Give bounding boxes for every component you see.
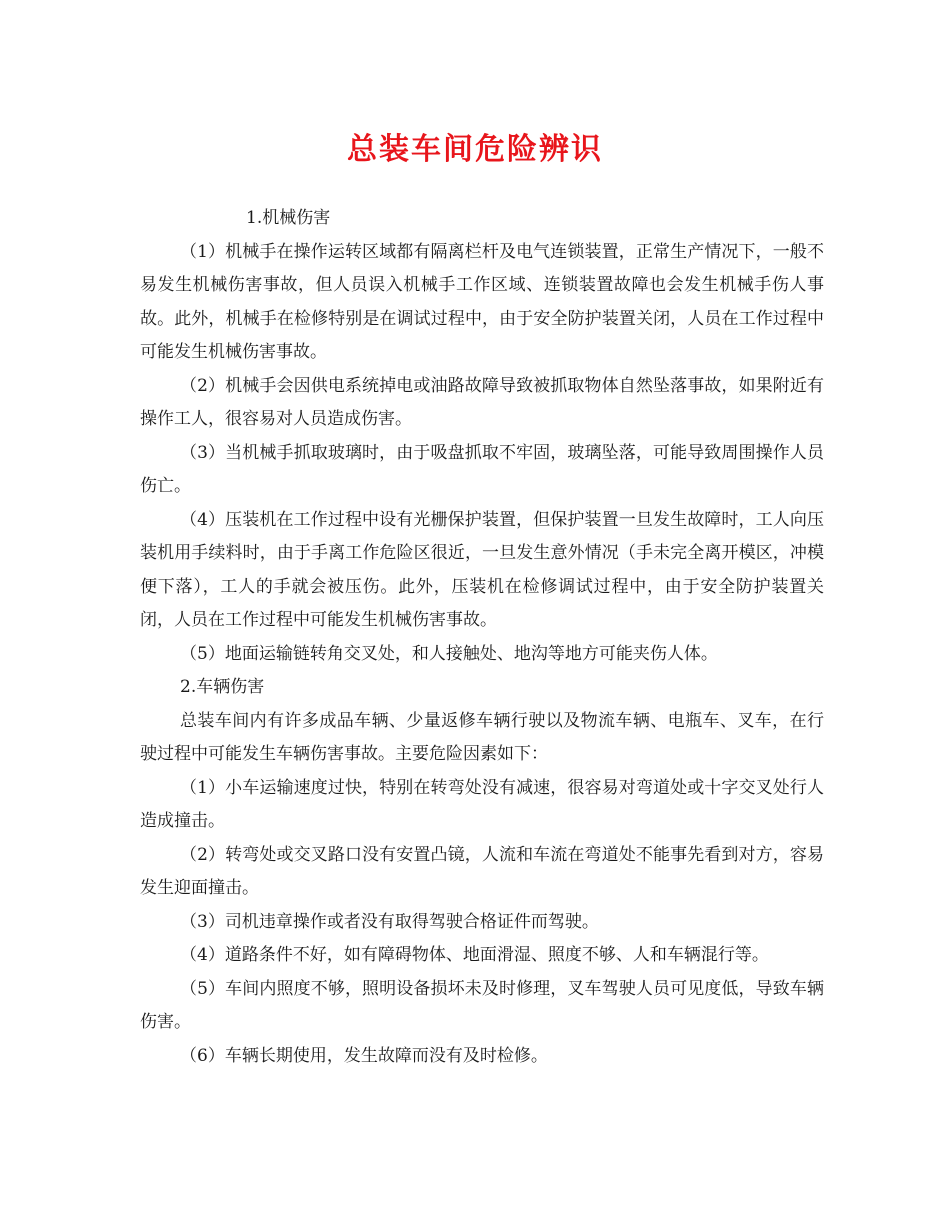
section-heading-mechanical-injury: 1.机械伤害 bbox=[246, 208, 331, 228]
paragraph: （6）车辆长期使用，发生故障而没有及时检修。 bbox=[180, 1045, 548, 1066]
section-heading-vehicle-injury: 2.车辆伤害 bbox=[180, 677, 265, 697]
paragraph: （2）机械手会因供电系统掉电或油路故障导致被抓取物体自然坠落事故，如果附近有操作工人，很容易对人员造成伤害。 bbox=[140, 375, 824, 429]
paragraph: （1）机械手在操作运转区域都有隔离栏杆及电气连锁装置，正常生产情况下，一般不易发生机械伤害事故，但人员误入机械手工作区域、连锁装置故障也会发生机械手伤人事故。此外，机械手在检修特别是在调试过程中，由于安全防护装置关闭，人员在工作过程中可能发生机械伤害事故。 bbox=[140, 241, 824, 362]
paragraph: 总装车间内有许多成品车辆、少量返修车辆行驶以及物流车辆、电瓶车、叉车，在行驶过程中可能发生车辆伤害事故。主要危险因素如下： bbox=[140, 710, 824, 764]
paragraph: （4）道路条件不好，如有障碍物体、地面滑湿、照度不够、人和车辆混行等。 bbox=[180, 945, 769, 965]
paragraph: （1）小车运输速度过快，特别在转弯处没有减速，很容易对弯道处或十字交叉处行人造成撞击。 bbox=[140, 777, 824, 831]
paragraph: （4）压装机在工作过程中设有光栅保护装置，但保护装置一旦发生故障时，工人向压装机用手续料时，由于手离工作危险区很近，一旦发生意外情况（手未完全离开模区，冲模便下落），工人的手就会被压伤。此外，压装机在检修调试过程中，由于安全防护装置关闭，人员在工作过程中可能发生机械伤害事故。 bbox=[140, 509, 824, 630]
paragraph: （5）地面运输链转角交叉处，和人接触处、地沟等地方可能夹伤人体。 bbox=[180, 643, 718, 664]
document-title: 总装车间危险辨识 bbox=[347, 132, 603, 167]
paragraph: （5）车间内照度不够，照明设备损坏未及时修理，叉车驾驶人员可见度低，导致车辆伤害。 bbox=[140, 978, 824, 1032]
paragraph: （2）转弯处或交叉路口没有安置凸镜，人流和车流在弯道处不能事先看到对方，容易发生迎面撞击。 bbox=[140, 844, 824, 898]
paragraph: （3）当机械手抓取玻璃时，由于吸盘抓取不牢固，玻璃坠落，可能导致周围操作人员伤亡。 bbox=[140, 442, 824, 496]
document-body bbox=[140, 202, 824, 1073]
paragraph: （3）司机违章操作或者没有取得驾驶合格证件而驾驶。 bbox=[180, 911, 599, 932]
